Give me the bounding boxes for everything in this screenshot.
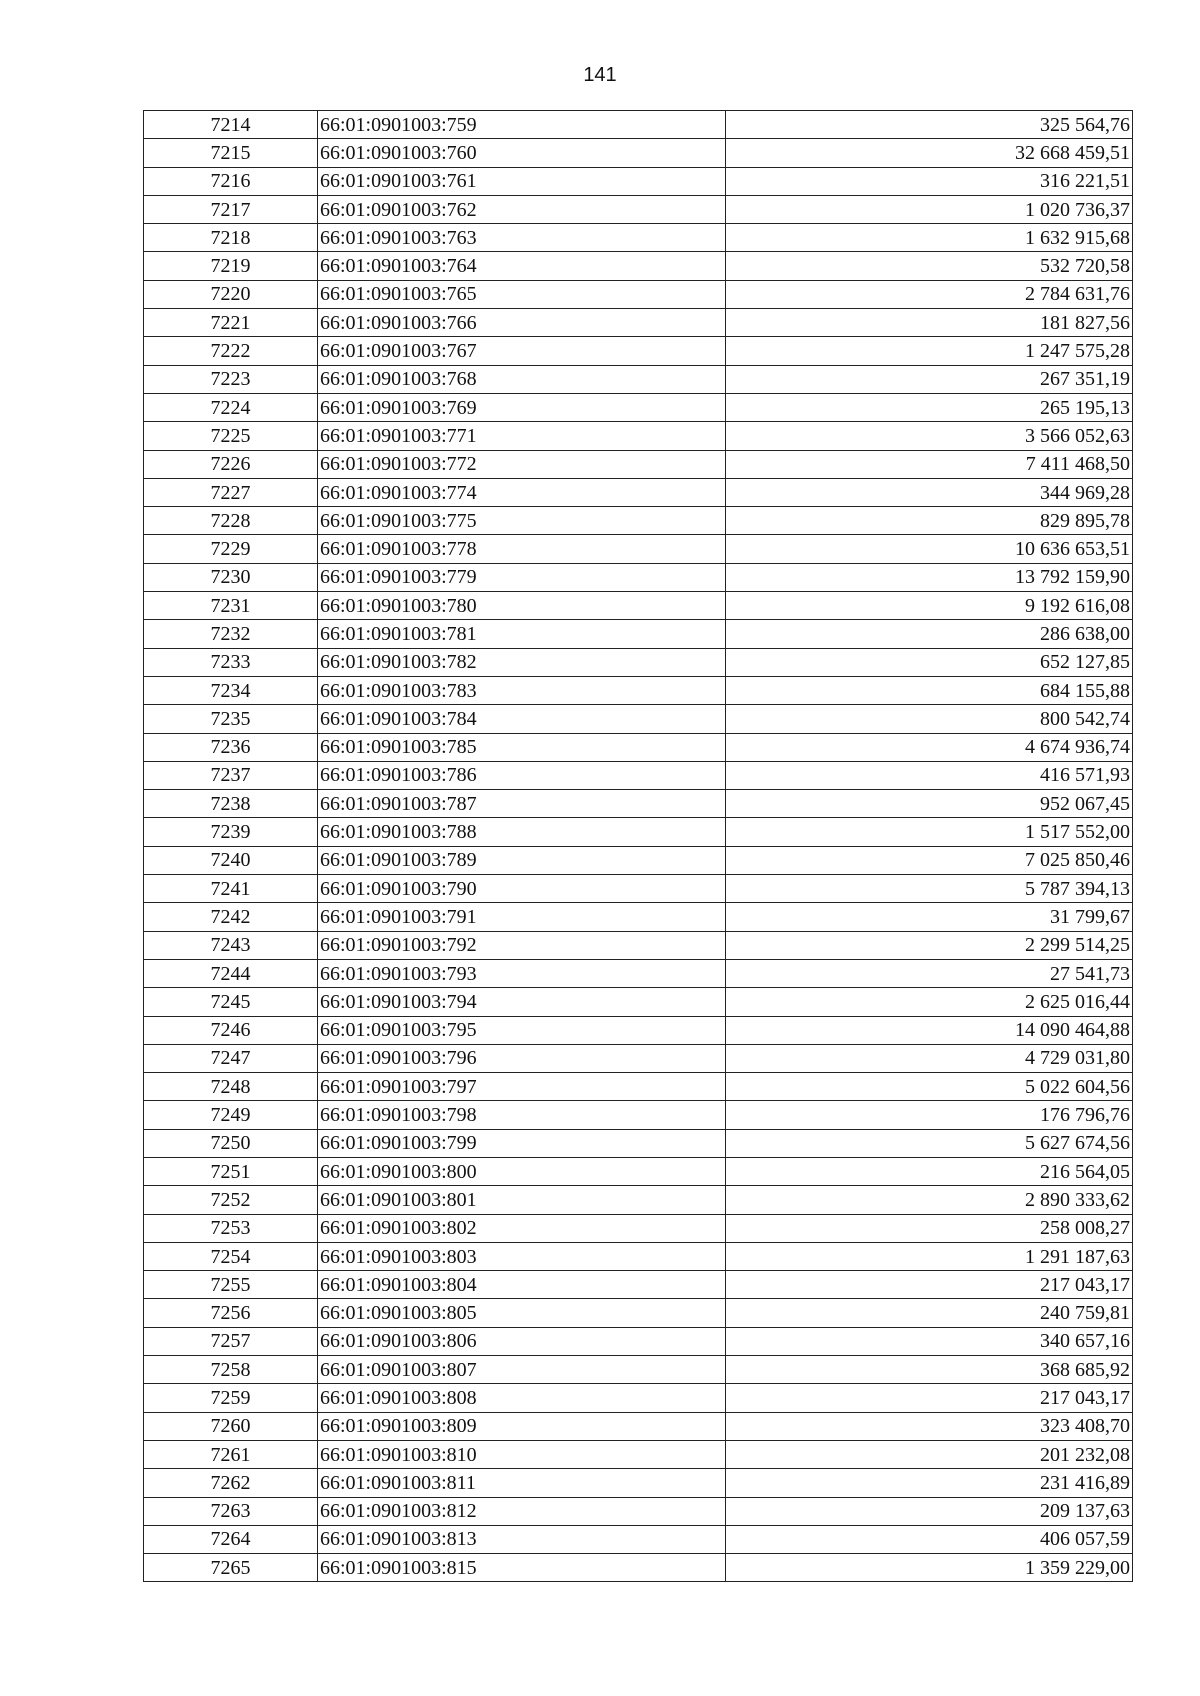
- table-row: [144, 139, 1133, 167]
- table-row: [144, 1073, 1133, 1101]
- row-number-cell: 7252: [144, 1186, 318, 1214]
- cadastral-number-cell: 66:01:0901003:763: [318, 224, 726, 252]
- table-row: [144, 1497, 1133, 1525]
- table-row: [144, 875, 1133, 903]
- cadastral-value-cell: 1 291 187,63: [726, 1242, 1133, 1270]
- cadastral-value-cell: 27 541,73: [726, 959, 1133, 987]
- cadastral-number-cell: 66:01:0901003:780: [318, 592, 726, 620]
- cadastral-value-cell: 267 351,19: [726, 365, 1133, 393]
- table-row: [144, 1412, 1133, 1440]
- cadastral-value-cell: 652 127,85: [726, 648, 1133, 676]
- cadastral-number-cell: 66:01:0901003:790: [318, 875, 726, 903]
- cadastral-value-cell: 217 043,17: [726, 1271, 1133, 1299]
- table-row: [144, 790, 1133, 818]
- cadastral-number-cell: 66:01:0901003:803: [318, 1242, 726, 1270]
- table-row: [144, 1299, 1133, 1327]
- cadastral-number-cell: 66:01:0901003:781: [318, 620, 726, 648]
- cadastral-value-cell: 9 192 616,08: [726, 592, 1133, 620]
- cadastral-number-cell: 66:01:0901003:799: [318, 1129, 726, 1157]
- row-number-cell: 7254: [144, 1242, 318, 1270]
- cadastral-number-cell: 66:01:0901003:778: [318, 535, 726, 563]
- cadastral-number-cell: 66:01:0901003:759: [318, 111, 726, 139]
- row-number-cell: 7243: [144, 931, 318, 959]
- row-number-cell: 7260: [144, 1412, 318, 1440]
- cadastral-number-cell: 66:01:0901003:810: [318, 1440, 726, 1468]
- cadastral-value-cell: 2 890 333,62: [726, 1186, 1133, 1214]
- cadastral-number-cell: 66:01:0901003:774: [318, 478, 726, 506]
- row-number-cell: 7251: [144, 1157, 318, 1185]
- cadastral-value-cell: 1 359 229,00: [726, 1554, 1133, 1582]
- cadastral-number-cell: 66:01:0901003:808: [318, 1384, 726, 1412]
- cadastral-value-cell: 31 799,67: [726, 903, 1133, 931]
- table-row: [144, 1214, 1133, 1242]
- cadastral-value-cell: 1 020 736,37: [726, 195, 1133, 223]
- cadastral-number-cell: 66:01:0901003:762: [318, 195, 726, 223]
- row-number-cell: 7237: [144, 761, 318, 789]
- cadastral-number-cell: 66:01:0901003:813: [318, 1525, 726, 1553]
- cadastral-number-cell: 66:01:0901003:771: [318, 422, 726, 450]
- row-number-cell: 7250: [144, 1129, 318, 1157]
- cadastral-value-cell: 216 564,05: [726, 1157, 1133, 1185]
- row-number-cell: 7259: [144, 1384, 318, 1412]
- table-row: [144, 1384, 1133, 1412]
- cadastral-number-cell: 66:01:0901003:812: [318, 1497, 726, 1525]
- table-row: [144, 1157, 1133, 1185]
- table-row: [144, 1525, 1133, 1553]
- table-row: [144, 563, 1133, 591]
- row-number-cell: 7225: [144, 422, 318, 450]
- cadastral-number-cell: 66:01:0901003:768: [318, 365, 726, 393]
- row-number-cell: 7241: [144, 875, 318, 903]
- cadastral-value-cell: 1 247 575,28: [726, 337, 1133, 365]
- row-number-cell: 7261: [144, 1440, 318, 1468]
- cadastral-value-cell: 4 674 936,74: [726, 733, 1133, 761]
- cadastral-value-cell: 181 827,56: [726, 309, 1133, 337]
- table-row: [144, 988, 1133, 1016]
- cadastral-value-cell: 368 685,92: [726, 1356, 1133, 1384]
- cadastral-number-cell: 66:01:0901003:775: [318, 507, 726, 535]
- table-row: [144, 592, 1133, 620]
- row-number-cell: 7215: [144, 139, 318, 167]
- table-row: [144, 252, 1133, 280]
- cadastral-value-cell: 7 025 850,46: [726, 846, 1133, 874]
- row-number-cell: 7246: [144, 1016, 318, 1044]
- row-number-cell: 7227: [144, 478, 318, 506]
- table-row: [144, 507, 1133, 535]
- cadastral-number-cell: 66:01:0901003:807: [318, 1356, 726, 1384]
- cadastral-number-cell: 66:01:0901003:767: [318, 337, 726, 365]
- row-number-cell: 7258: [144, 1356, 318, 1384]
- cadastral-value-cell: 4 729 031,80: [726, 1044, 1133, 1072]
- row-number-cell: 7231: [144, 592, 318, 620]
- cadastral-value-cell: 323 408,70: [726, 1412, 1133, 1440]
- table-body: [144, 111, 1133, 1582]
- table-row: [144, 224, 1133, 252]
- row-number-cell: 7224: [144, 393, 318, 421]
- cadastral-number-cell: 66:01:0901003:792: [318, 931, 726, 959]
- cadastral-number-cell: 66:01:0901003:802: [318, 1214, 726, 1242]
- cadastral-number-cell: 66:01:0901003:795: [318, 1016, 726, 1044]
- table-row: [144, 1242, 1133, 1270]
- table-row: [144, 337, 1133, 365]
- cadastral-number-cell: 66:01:0901003:760: [318, 139, 726, 167]
- cadastral-value-cell: 325 564,76: [726, 111, 1133, 139]
- cadastral-value-cell: 340 657,16: [726, 1327, 1133, 1355]
- row-number-cell: 7247: [144, 1044, 318, 1072]
- cadastral-number-cell: 66:01:0901003:765: [318, 280, 726, 308]
- cadastral-value-cell: 2 625 016,44: [726, 988, 1133, 1016]
- table-row: [144, 931, 1133, 959]
- table-row: [144, 648, 1133, 676]
- cadastral-number-cell: 66:01:0901003:797: [318, 1073, 726, 1101]
- table-row: [144, 705, 1133, 733]
- cadastral-number-cell: 66:01:0901003:788: [318, 818, 726, 846]
- table-row: [144, 1129, 1133, 1157]
- row-number-cell: 7245: [144, 988, 318, 1016]
- cadastral-number-cell: 66:01:0901003:800: [318, 1157, 726, 1185]
- row-number-cell: 7218: [144, 224, 318, 252]
- cadastral-number-cell: 66:01:0901003:806: [318, 1327, 726, 1355]
- table-row: [144, 1327, 1133, 1355]
- cadastral-number-cell: 66:01:0901003:811: [318, 1469, 726, 1497]
- row-number-cell: 7217: [144, 195, 318, 223]
- row-number-cell: 7234: [144, 676, 318, 704]
- cadastral-value-cell: 258 008,27: [726, 1214, 1133, 1242]
- table-row: [144, 309, 1133, 337]
- row-number-cell: 7229: [144, 535, 318, 563]
- row-number-cell: 7249: [144, 1101, 318, 1129]
- table-row: [144, 393, 1133, 421]
- cadastral-value-cell: 3 566 052,63: [726, 422, 1133, 450]
- table-row: [144, 818, 1133, 846]
- cadastral-value-cell: 416 571,93: [726, 761, 1133, 789]
- table-row: [144, 1186, 1133, 1214]
- row-number-cell: 7235: [144, 705, 318, 733]
- row-number-cell: 7248: [144, 1073, 318, 1101]
- cadastral-number-cell: 66:01:0901003:791: [318, 903, 726, 931]
- row-number-cell: 7264: [144, 1525, 318, 1553]
- cadastral-number-cell: 66:01:0901003:786: [318, 761, 726, 789]
- cadastral-number-cell: 66:01:0901003:766: [318, 309, 726, 337]
- cadastral-value-cell: 5 787 394,13: [726, 875, 1133, 903]
- table-row: [144, 761, 1133, 789]
- cadastral-number-cell: 66:01:0901003:782: [318, 648, 726, 676]
- table-row: [144, 478, 1133, 506]
- table-row: [144, 903, 1133, 931]
- cadastral-number-cell: 66:01:0901003:772: [318, 450, 726, 478]
- cadastral-value-cell: 7 411 468,50: [726, 450, 1133, 478]
- table-row: [144, 1554, 1133, 1582]
- cadastral-value-cell: 1 517 552,00: [726, 818, 1133, 846]
- table-row: [144, 959, 1133, 987]
- cadastral-value-cell: 201 232,08: [726, 1440, 1133, 1468]
- table-row: [144, 365, 1133, 393]
- row-number-cell: 7242: [144, 903, 318, 931]
- row-number-cell: 7265: [144, 1554, 318, 1582]
- cadastral-value-cell: 684 155,88: [726, 676, 1133, 704]
- row-number-cell: 7232: [144, 620, 318, 648]
- row-number-cell: 7263: [144, 1497, 318, 1525]
- cadastral-value-cell: 2 299 514,25: [726, 931, 1133, 959]
- row-number-cell: 7221: [144, 309, 318, 337]
- table-row: [144, 1356, 1133, 1384]
- row-number-cell: 7240: [144, 846, 318, 874]
- cadastral-value-cell: 13 792 159,90: [726, 563, 1133, 591]
- cadastral-value-cell: 532 720,58: [726, 252, 1133, 280]
- cadastral-number-cell: 66:01:0901003:785: [318, 733, 726, 761]
- cadastral-value-cell: 265 195,13: [726, 393, 1133, 421]
- table-row: [144, 846, 1133, 874]
- cadastral-number-cell: 66:01:0901003:784: [318, 705, 726, 733]
- cadastral-number-cell: 66:01:0901003:801: [318, 1186, 726, 1214]
- row-number-cell: 7238: [144, 790, 318, 818]
- cadastral-value-cell: 344 969,28: [726, 478, 1133, 506]
- cadastral-value-cell: 829 895,78: [726, 507, 1133, 535]
- cadastral-number-cell: 66:01:0901003:793: [318, 959, 726, 987]
- table-row: [144, 676, 1133, 704]
- cadastral-number-cell: 66:01:0901003:779: [318, 563, 726, 591]
- table-row: [144, 1044, 1133, 1072]
- cadastral-value-cell: 406 057,59: [726, 1525, 1133, 1553]
- cadastral-value-cell: 316 221,51: [726, 167, 1133, 195]
- cadastral-number-cell: 66:01:0901003:804: [318, 1271, 726, 1299]
- cadastral-number-cell: 66:01:0901003:796: [318, 1044, 726, 1072]
- cadastral-number-cell: 66:01:0901003:769: [318, 393, 726, 421]
- table-row: [144, 111, 1133, 139]
- cadastral-value-cell: 231 416,89: [726, 1469, 1133, 1497]
- table-row: [144, 1440, 1133, 1468]
- row-number-cell: 7257: [144, 1327, 318, 1355]
- table-row: [144, 167, 1133, 195]
- row-number-cell: 7216: [144, 167, 318, 195]
- table-row: [144, 422, 1133, 450]
- cadastral-number-cell: 66:01:0901003:805: [318, 1299, 726, 1327]
- cadastral-number-cell: 66:01:0901003:783: [318, 676, 726, 704]
- row-number-cell: 7244: [144, 959, 318, 987]
- table-row: [144, 450, 1133, 478]
- cadastral-value-cell: 32 668 459,51: [726, 139, 1133, 167]
- row-number-cell: 7214: [144, 111, 318, 139]
- cadastral-number-cell: 66:01:0901003:798: [318, 1101, 726, 1129]
- row-number-cell: 7253: [144, 1214, 318, 1242]
- cadastral-value-cell: 286 638,00: [726, 620, 1133, 648]
- cadastral-value-cell: 217 043,17: [726, 1384, 1133, 1412]
- row-number-cell: 7256: [144, 1299, 318, 1327]
- row-number-cell: 7220: [144, 280, 318, 308]
- cadastral-value-cell: 1 632 915,68: [726, 224, 1133, 252]
- table-row: [144, 535, 1133, 563]
- cadastral-number-cell: 66:01:0901003:787: [318, 790, 726, 818]
- cadastral-number-cell: 66:01:0901003:809: [318, 1412, 726, 1440]
- cadastral-number-cell: 66:01:0901003:764: [318, 252, 726, 280]
- row-number-cell: 7233: [144, 648, 318, 676]
- cadastral-number-cell: 66:01:0901003:815: [318, 1554, 726, 1582]
- cadastral-value-cell: 176 796,76: [726, 1101, 1133, 1129]
- table-row: [144, 733, 1133, 761]
- row-number-cell: 7255: [144, 1271, 318, 1299]
- cadastral-number-cell: 66:01:0901003:789: [318, 846, 726, 874]
- cadastral-value-table: [143, 110, 1133, 1582]
- cadastral-value-cell: 952 067,45: [726, 790, 1133, 818]
- table-row: [144, 620, 1133, 648]
- row-number-cell: 7239: [144, 818, 318, 846]
- cadastral-value-cell: 10 636 653,51: [726, 535, 1133, 563]
- cadastral-value-cell: 14 090 464,88: [726, 1016, 1133, 1044]
- table-row: [144, 1101, 1133, 1129]
- table-row: [144, 195, 1133, 223]
- row-number-cell: 7222: [144, 337, 318, 365]
- row-number-cell: 7236: [144, 733, 318, 761]
- cadastral-value-cell: 2 784 631,76: [726, 280, 1133, 308]
- row-number-cell: 7262: [144, 1469, 318, 1497]
- row-number-cell: 7226: [144, 450, 318, 478]
- row-number-cell: 7230: [144, 563, 318, 591]
- row-number-cell: 7223: [144, 365, 318, 393]
- cadastral-value-cell: 800 542,74: [726, 705, 1133, 733]
- cadastral-number-cell: 66:01:0901003:794: [318, 988, 726, 1016]
- cadastral-value-cell: 5 022 604,56: [726, 1073, 1133, 1101]
- page-number: 141: [583, 64, 617, 86]
- cadastral-value-cell: 240 759,81: [726, 1299, 1133, 1327]
- table-row: [144, 1469, 1133, 1497]
- table-row: [144, 1271, 1133, 1299]
- cadastral-value-cell: 209 137,63: [726, 1497, 1133, 1525]
- cadastral-number-cell: 66:01:0901003:761: [318, 167, 726, 195]
- cadastral-value-cell: 5 627 674,56: [726, 1129, 1133, 1157]
- row-number-cell: 7228: [144, 507, 318, 535]
- table-row: [144, 280, 1133, 308]
- row-number-cell: 7219: [144, 252, 318, 280]
- table-row: [144, 1016, 1133, 1044]
